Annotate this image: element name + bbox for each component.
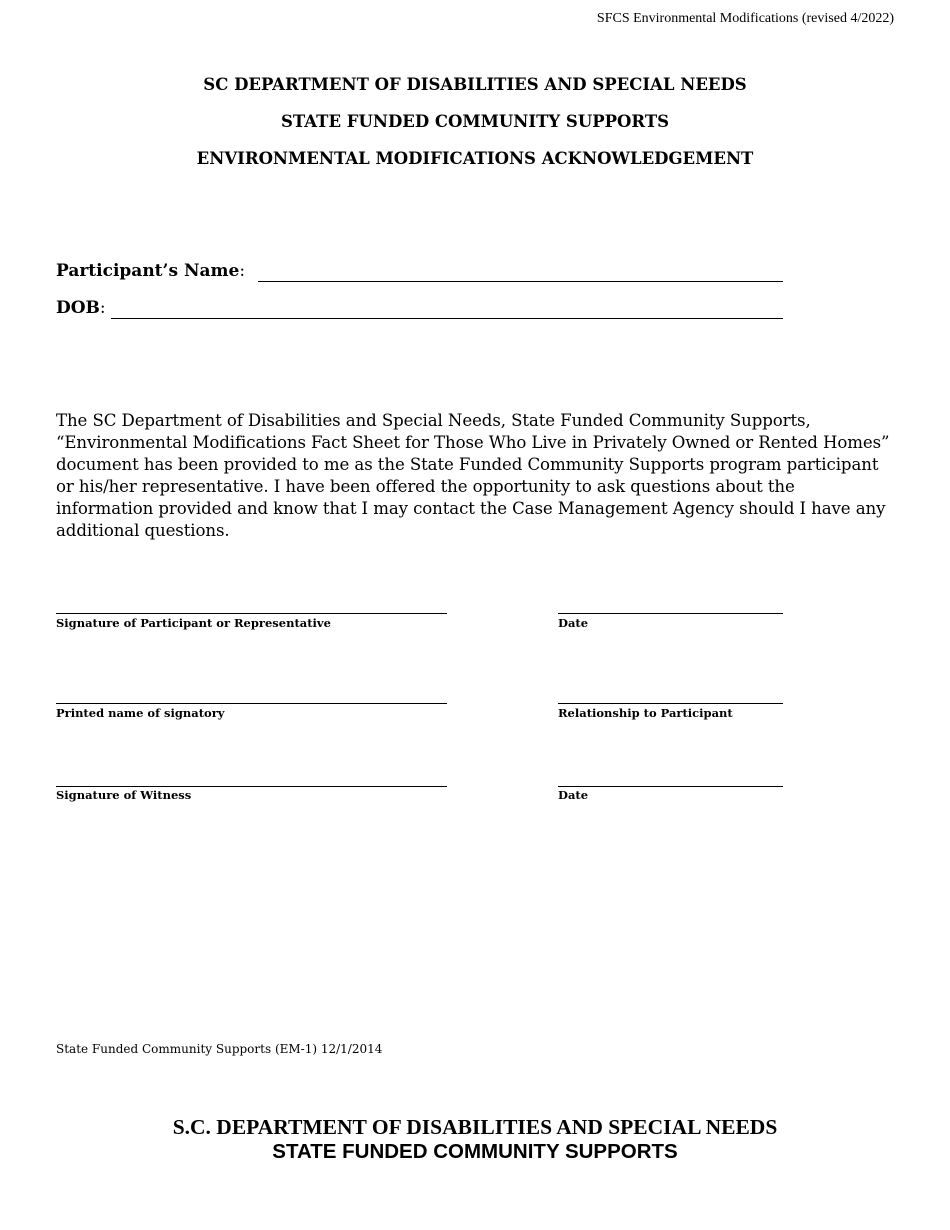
revision-note: SFCS Environmental Modifications (revised 4/2022) [596, 11, 894, 26]
dob-colon: : [99, 298, 106, 318]
acknowledgement-paragraph: The SC Department of Disabilities and Special Needs, State Funded Community Supports, “Environmental Modifications Fact Sheet for Those Who Live in Privately Owned or Rented Homes” document has been provided to me as the State Funded Community Supports program participant or his/her representative. I have been offered the opportunity to ask questions about the information provided and know that I may contact the Case Management Agency should I have any additional questions. [56, 411, 890, 540]
footer-department-name: S.C. DEPARTMENT OF DISABILITIES AND SPECIAL NEEDS [172, 1115, 778, 1139]
program-title: STATE FUNDED COMMUNITY SUPPORTS [280, 112, 670, 131]
participant-name-colon: : [239, 261, 246, 281]
participant-signature-line[interactable] [56, 613, 447, 614]
witness-signature-line[interactable] [56, 786, 447, 787]
witness-date-label: Date [558, 788, 589, 802]
dob-label [56, 298, 106, 318]
witness-date-line[interactable] [558, 786, 783, 787]
printed-name-label: Printed name of signatory [56, 706, 225, 720]
participant-name-field[interactable] [258, 281, 783, 282]
dob-label-text: DOB [56, 298, 100, 318]
participant-name-label [56, 261, 245, 281]
relationship-label: Relationship to Participant [558, 706, 733, 720]
signature-date-label: Date [558, 616, 589, 630]
form-identifier: State Funded Community Supports (EM-1) 12/1/2014 [56, 1042, 383, 1056]
dob-field[interactable] [111, 318, 783, 319]
department-title: SC DEPARTMENT OF DISABILITIES AND SPECIAL NEEDS [203, 75, 747, 94]
form-title: ENVIRONMENTAL MODIFICATIONS ACKNOWLEDGEMENT [196, 149, 754, 168]
participant-name-label-text: Participant’s Name [56, 261, 240, 281]
witness-signature-label: Signature of Witness [56, 788, 192, 802]
participant-signature-label: Signature of Participant or Representative [56, 616, 331, 630]
relationship-line[interactable] [558, 703, 783, 704]
printed-name-line[interactable] [56, 703, 447, 704]
signature-date-line[interactable] [558, 613, 783, 614]
footer-program-name: STATE FUNDED COMMUNITY SUPPORTS [272, 1140, 678, 1163]
